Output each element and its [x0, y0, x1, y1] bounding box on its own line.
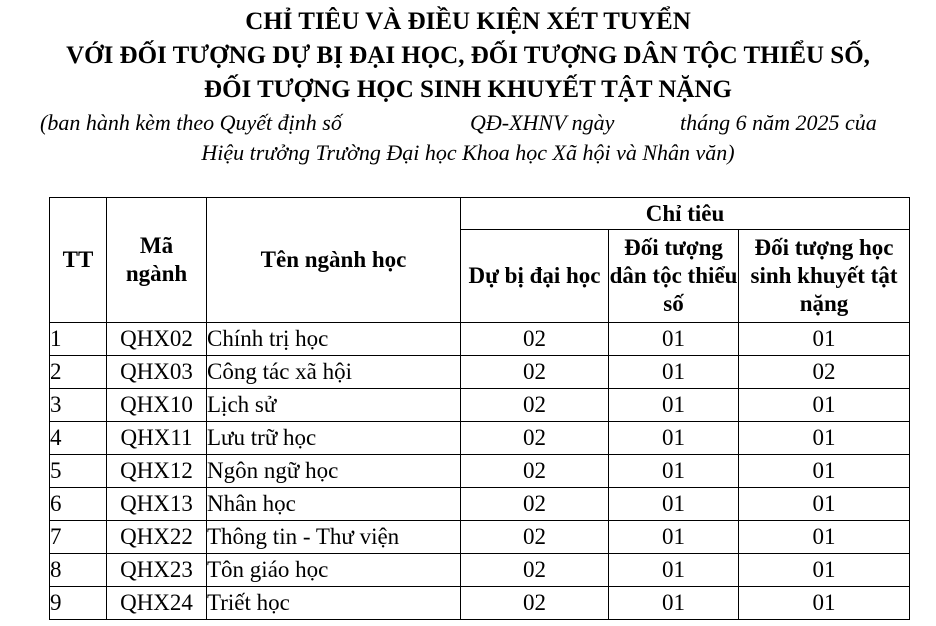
table-row	[50, 323, 910, 356]
table-header-row	[50, 198, 910, 230]
cell-ten-nganh: Ngôn ngữ học	[207, 455, 461, 488]
cell-du-bi: 02	[461, 389, 609, 422]
cell-dan-toc: 01	[609, 587, 739, 620]
table-row	[50, 587, 910, 620]
cell-ma-nganh: QHX24	[107, 587, 207, 620]
table-row	[50, 488, 910, 521]
cell-ten-nganh: Triết học	[207, 587, 461, 620]
cell-tt: 4	[50, 422, 107, 455]
cell-khuyet-tat: 01	[739, 587, 910, 620]
cell-khuyet-tat: 02	[739, 356, 910, 389]
column-header-ten-nganh: Tên ngành học	[207, 198, 461, 323]
cell-dan-toc: 01	[609, 554, 739, 587]
cell-ten-nganh: Thông tin - Thư viện	[207, 521, 461, 554]
cell-ten-nganh: Lưu trữ học	[207, 422, 461, 455]
cell-ten-nganh: Tôn giáo học	[207, 554, 461, 587]
cell-ten-nganh: Lịch sử	[207, 389, 461, 422]
table-row	[50, 554, 910, 587]
table-row	[50, 356, 910, 389]
cell-ma-nganh: QHX10	[107, 389, 207, 422]
decision-issuer: Hiệu trưởng Trường Đại học Khoa học Xã hội và Nhân văn)	[201, 140, 735, 165]
cell-tt: 7	[50, 521, 107, 554]
cell-tt: 9	[50, 587, 107, 620]
table-row	[50, 422, 910, 455]
cell-ma-nganh: QHX12	[107, 455, 207, 488]
cell-tt: 2	[50, 356, 107, 389]
cell-du-bi: 02	[461, 521, 609, 554]
decision-reference-start: (ban hành kèm theo Quyết định số	[40, 110, 342, 135]
cell-dan-toc: 01	[609, 422, 739, 455]
cell-tt: 1	[50, 323, 107, 356]
column-header-dan-toc: Đối tượng dân tộc thiểu số	[609, 230, 739, 323]
column-header-du-bi: Dự bị đại học	[461, 230, 609, 323]
cell-tt: 5	[50, 455, 107, 488]
cell-khuyet-tat: 01	[739, 455, 910, 488]
cell-ma-nganh: QHX22	[107, 521, 207, 554]
cell-ten-nganh: Nhân học	[207, 488, 461, 521]
cell-du-bi: 02	[461, 587, 609, 620]
cell-khuyet-tat: 01	[739, 389, 910, 422]
decision-date: tháng 6 năm 2025 của	[680, 110, 877, 135]
column-header-ma-nganh: Mã ngành	[107, 198, 207, 323]
cell-ma-nganh: QHX13	[107, 488, 207, 521]
column-header-tt: TT	[50, 198, 107, 323]
column-header-khuyet-tat: Đối tượng học sinh khuyết tật nặng	[739, 230, 910, 323]
decision-number-suffix: QĐ-XHNV ngày	[470, 110, 615, 135]
cell-dan-toc: 01	[609, 323, 739, 356]
cell-du-bi: 02	[461, 455, 609, 488]
cell-du-bi: 02	[461, 356, 609, 389]
cell-dan-toc: 01	[609, 389, 739, 422]
table-row	[50, 455, 910, 488]
cell-ma-nganh: QHX23	[107, 554, 207, 587]
document-title-line-2: VỚI ĐỐI TƯỢNG DỰ BỊ ĐẠI HỌC, ĐỐI TƯỢNG DÂN TỘC THIỂU SỐ,	[66, 42, 870, 69]
cell-du-bi: 02	[461, 422, 609, 455]
cell-ten-nganh: Công tác xã hội	[207, 356, 461, 389]
cell-ma-nganh: QHX02	[107, 323, 207, 356]
cell-ma-nganh: QHX03	[107, 356, 207, 389]
table-row	[50, 389, 910, 422]
cell-dan-toc: 01	[609, 521, 739, 554]
cell-khuyet-tat: 01	[739, 422, 910, 455]
cell-du-bi: 02	[461, 488, 609, 521]
cell-du-bi: 02	[461, 554, 609, 587]
cell-tt: 3	[50, 389, 107, 422]
cell-ten-nganh: Chính trị học	[207, 323, 461, 356]
table-row	[50, 521, 910, 554]
cell-khuyet-tat: 01	[739, 488, 910, 521]
cell-dan-toc: 01	[609, 356, 739, 389]
cell-khuyet-tat: 01	[739, 554, 910, 587]
cell-tt: 8	[50, 554, 107, 587]
cell-dan-toc: 01	[609, 488, 739, 521]
cell-tt: 6	[50, 488, 107, 521]
column-group-chi-tieu: Chỉ tiêu	[461, 198, 910, 230]
document-title-line-1: CHỈ TIÊU VÀ ĐIỀU KIỆN XÉT TUYỂN	[245, 8, 691, 35]
quota-table	[49, 197, 910, 620]
cell-khuyet-tat: 01	[739, 521, 910, 554]
cell-dan-toc: 01	[609, 455, 739, 488]
cell-du-bi: 02	[461, 323, 609, 356]
cell-khuyet-tat: 01	[739, 323, 910, 356]
document-title-line-3: ĐỐI TƯỢNG HỌC SINH KHUYẾT TẬT NẶNG	[204, 76, 732, 103]
cell-ma-nganh: QHX11	[107, 422, 207, 455]
